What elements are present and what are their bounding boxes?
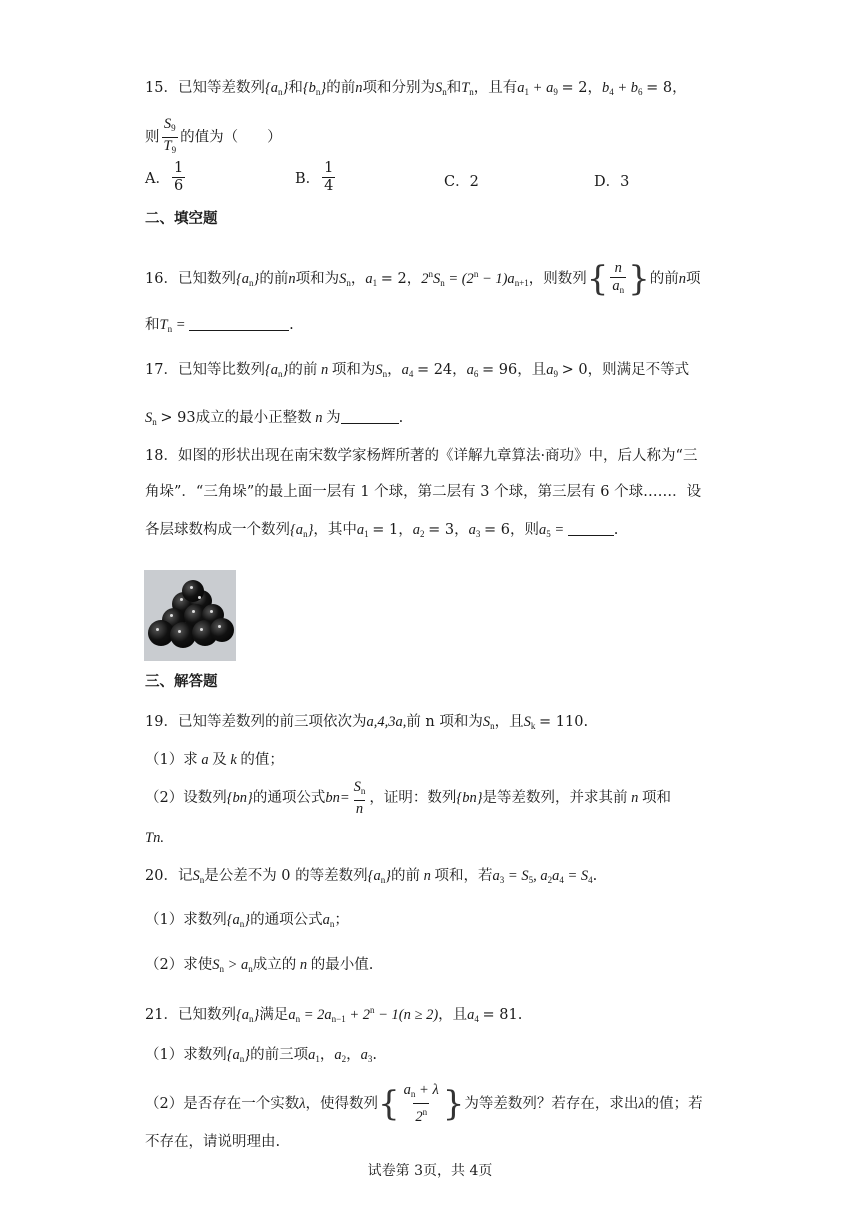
q16-answer-blank[interactable] (189, 314, 289, 331)
q15-line2: 则 $\frac{S_9}{T_9}$ 的值为（ ） (145, 116, 282, 159)
q19-part2-cont: Tn. (145, 830, 164, 846)
fraction-one-sixth: $\frac{1}{6}$ (173, 160, 184, 194)
an-plus-lambda-over-2n-sequence: { $\frac{a_n + \lambda}{2^n}$ } (378, 1082, 465, 1125)
sn-over-n-fraction: $\frac{S_n}{n}$ (353, 778, 366, 817)
q19-part1: （1）求 a 及 k 的值； (145, 752, 284, 768)
q15-line1: 15．已知等差数列$\{a_n\}$和$\{b_n\}$的前n项和分别为$S_n$和$T_n$，且有$a_1 + a_9 = 2$，$b_4 + b_6 = 8$， (145, 80, 687, 97)
q18-answer-blank[interactable] (568, 519, 614, 536)
q20-part1: （1）求数列$\{a_n\}$的通项公式$a_n$； (145, 912, 349, 929)
q15-option-c: C．2 (444, 174, 479, 190)
q19-line1: 19．已知等差数列的前三项依次为a,4,3a,前 n 项和为$S_n$，且$S_k = 110$. (145, 714, 589, 731)
q20-part2: （2）求使$S_n > a_n$成立的 n 的最小值. (145, 957, 374, 974)
q19-part2: （2）设数列{bn}的通项公式bn= $\frac{S_n}{n}$ ，证明：数列{bn}是等差数列，并求其前 n 项和 (145, 778, 671, 817)
q21-part1: （1）求数列$\{a_n\}$的前三项$a_1$，$a_2$，$a_3$. (145, 1047, 377, 1064)
n-over-an-sequence: { $\frac{n}{a_n}$ } (586, 259, 650, 299)
q17-answer-blank[interactable] (341, 407, 399, 424)
q21-part2: （2）是否存在一个实数λ，使得数列 { $\frac{a_n + \lambda}{2^n}$ } 为等差数列？若存在，求出λ的值；若 (145, 1082, 703, 1125)
q18-line2: 角垛”．“三角垛”的最上面一层有 1 个球，第二层有 3 个球，第三层有 6 个球……．设 (145, 484, 702, 500)
q17-line2: $S_n > 93$成立的最小正整数 n 为 . (145, 407, 403, 432)
q15-option-d: D．3 (594, 174, 630, 190)
q21-part2-cont: 不存在，请说明理由. (145, 1134, 281, 1150)
q15-option-a: A． $\frac{1}{6}$ (145, 160, 184, 194)
section-answer-title: 三、解答题 (145, 674, 218, 690)
q17-line1: 17．已知等比数列$\{a_n\}$的前 n 项和为$S_n$，$a_4 = 24$，$a_6 = 96$，且$a_9 > 0$，则满足不等式 (145, 362, 690, 379)
q15-option-b: B． $\frac{1}{4}$ (295, 160, 334, 194)
q20-line1: 20．记$S_n$是公差不为 0 的等差数列$\{a_n\}$的前 n 项和，若$a_3 = S_5$, $a_2a_4 = S_4$. (145, 868, 598, 885)
triangular-ball-pile-image (144, 570, 236, 661)
page-footer: 试卷第 3页，共 4页 (367, 1163, 493, 1179)
section-fill-in-title: 二、填空题 (145, 211, 218, 227)
q18-line1: 18．如图的形状出现在南宋数学家杨辉所著的《详解九章算法·商功》中，后人称为“三 (145, 448, 698, 464)
s9-over-t9-fraction: $\frac{S_9}{T_9}$ (162, 116, 179, 159)
q16-line1: 16．已知数列$\{a_n\}$的前n项和为$S_n$，$a_1 = 2$，$2^nS_n = (2^n - 1)a_{n+1}$，则数列 { $\frac{n}{a_n}$ } 的前n项 (145, 259, 701, 299)
q16-line2: 和$T_n$ = . (145, 314, 294, 339)
q21-line1: 21．已知数列$\{a_n\}$满足$a_n = 2a_{n-1} + 2^n - 1(n \ge 2)$，且$a_4 = 81$. (145, 1005, 523, 1024)
fraction-one-fourth: $\frac{1}{4}$ (324, 160, 334, 194)
q18-line3: 各层球数构成一个数列$\{a_n\}$，其中$a_1 = 1$，$a_2 = 3$，$a_3 = 6$，则$a_5$ = . (145, 519, 618, 544)
